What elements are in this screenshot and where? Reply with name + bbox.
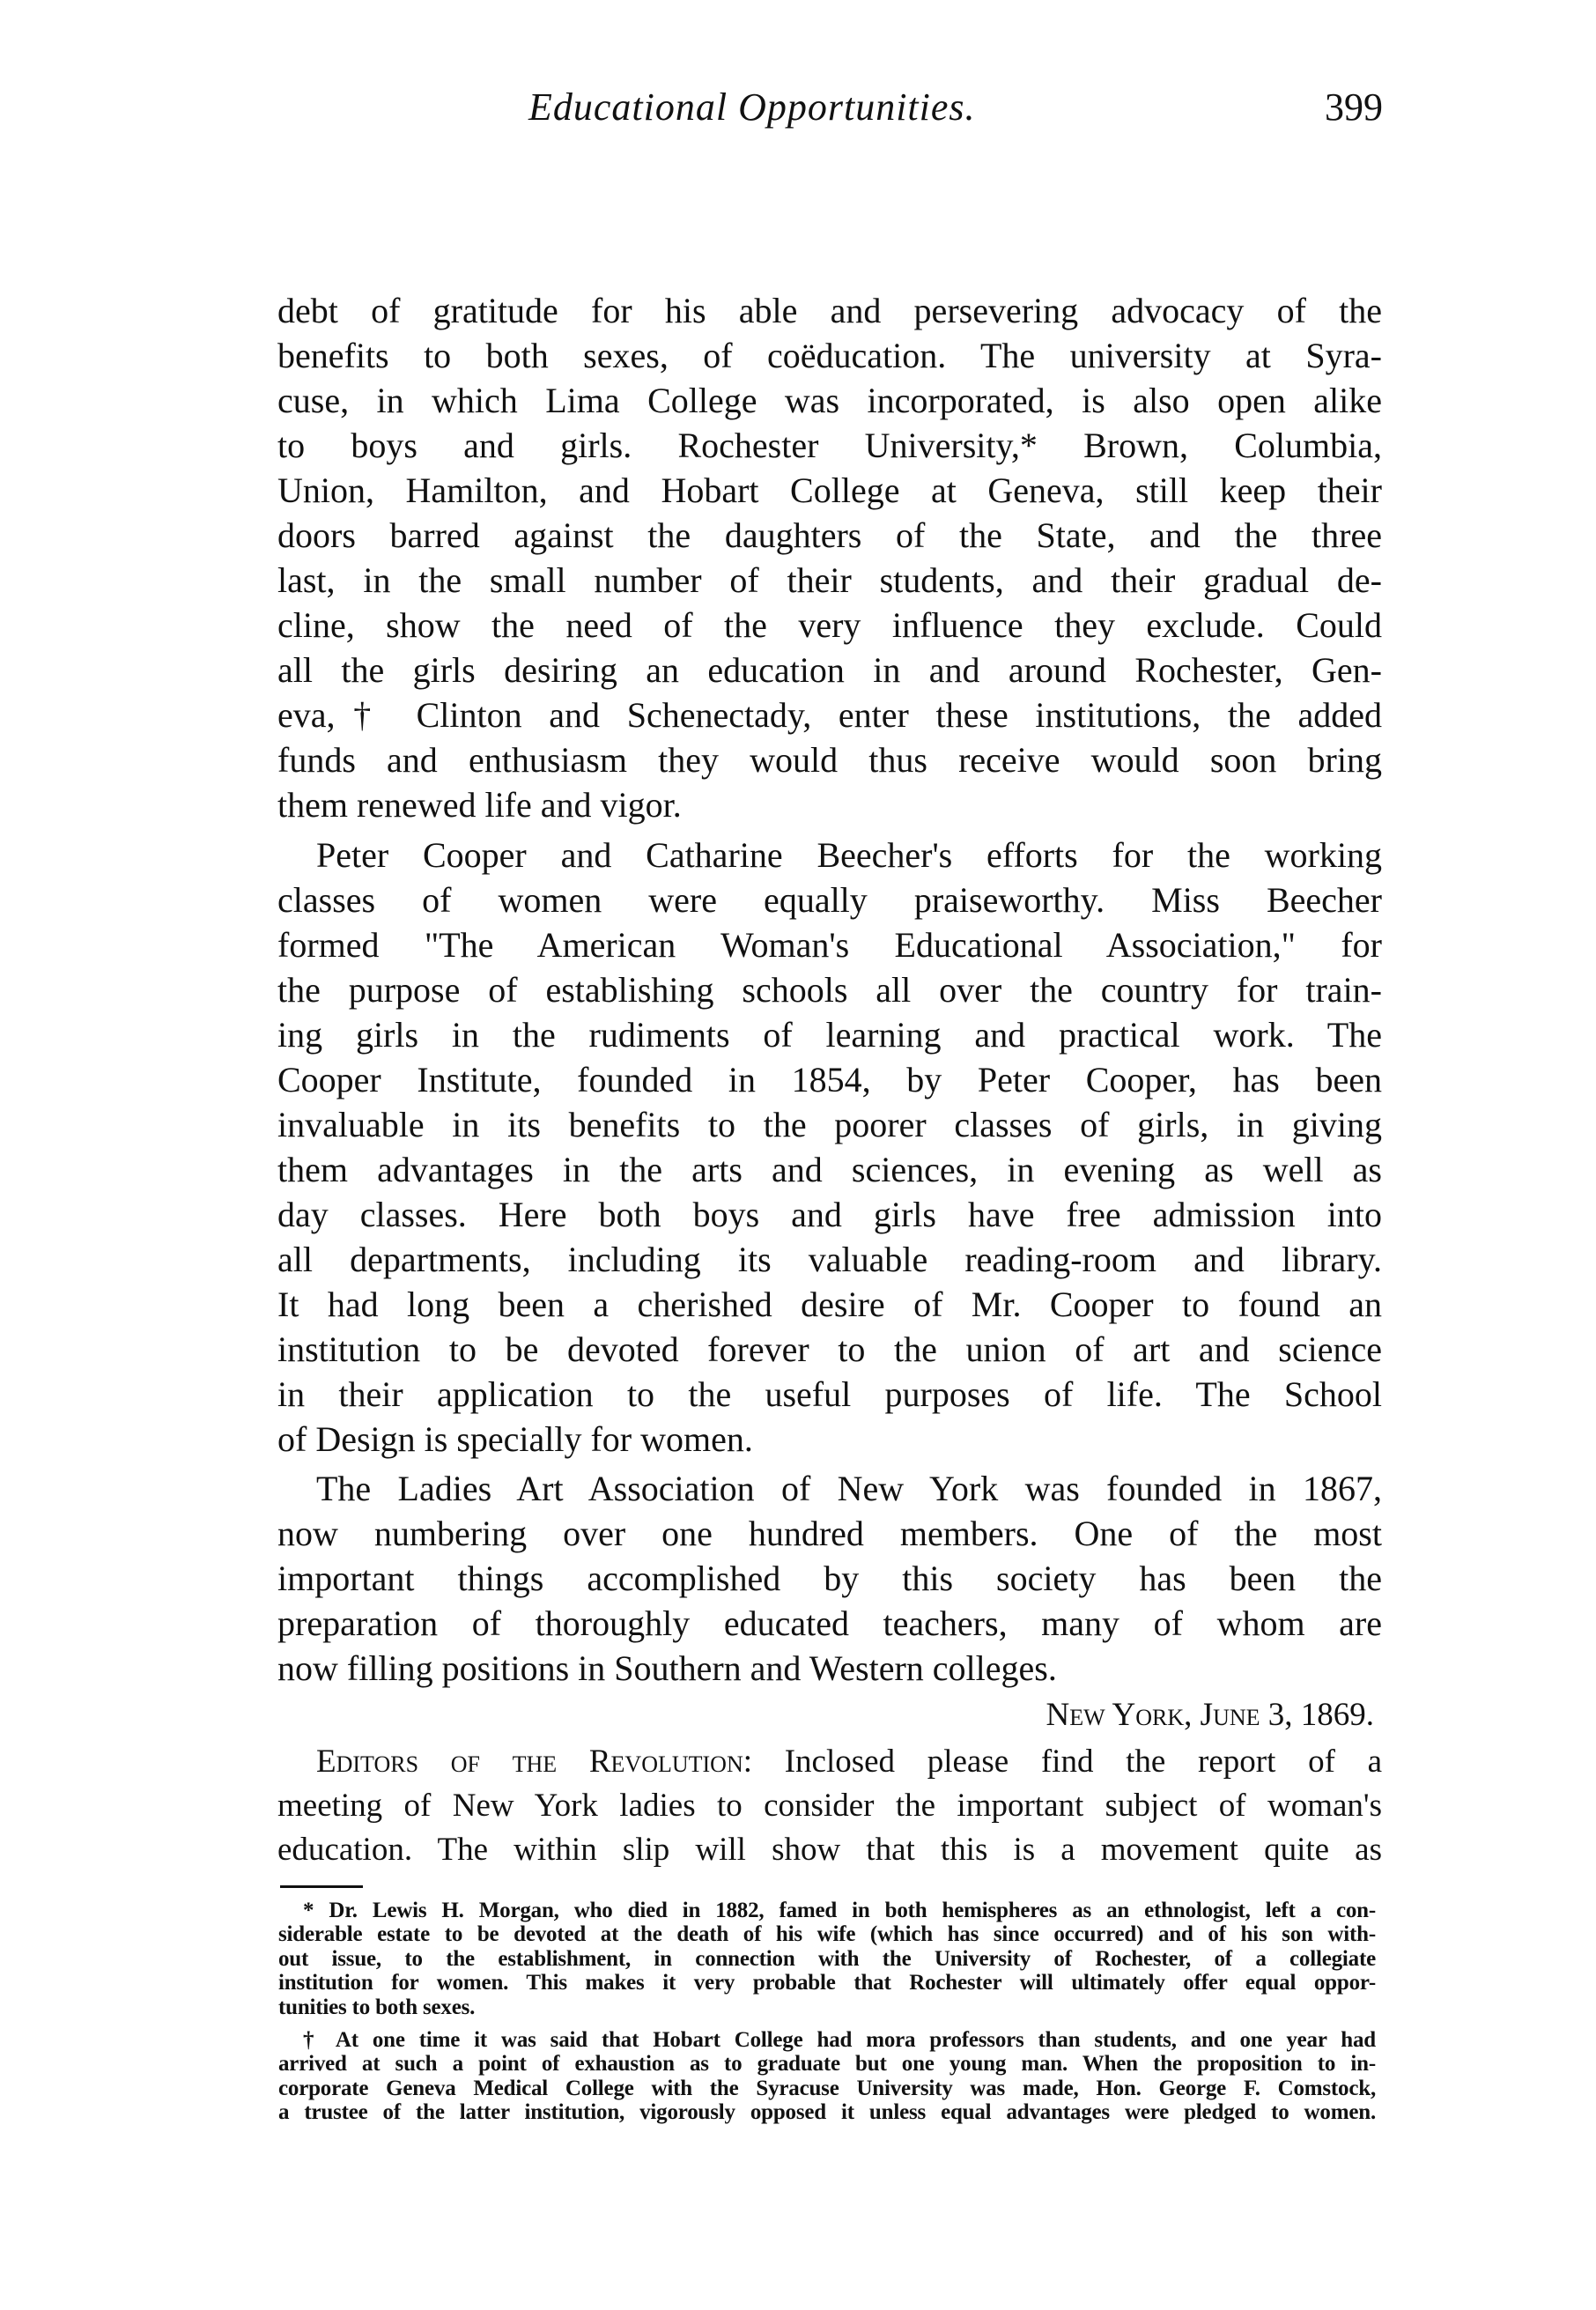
letter-dateline: New York, June 3, 1869. [1046,1697,1374,1733]
letter-salutation: Editors of the Revolution [316,1744,743,1780]
footnote-1 [278,1899,1376,2019]
text-span: : Inclosed please find the report of a [743,1744,1382,1780]
text-line: in their application to the useful purposes of life. The School [277,1374,1382,1414]
text-line: day classes. Here both boys and girls have free admission into [277,1195,1382,1234]
footnote-line: arrived at such a point of exhaustion as to graduate but one young man. When the proposition to in- [278,2052,1376,2077]
text-line: eva,† Clinton and Schenectady, enter these institutions, the added [277,695,1382,735]
footnote-line: corporate Geneva Medical College with the Syracuse University was made, Hon. George F. Comstock, [278,2076,1376,2100]
text-line: invaluable in its benefits to the poorer classes of girls, in giving [277,1105,1382,1144]
text-line: debt of gratitude for his able and persevering advocacy of the [277,291,1382,330]
text-line: Cooper Institute, founded in 1854, by Peter Cooper, has been [277,1060,1382,1099]
text-line: of Design is specially for women. [277,1419,753,1459]
footnote-rule [280,1885,363,1888]
footnote-line: institution for women. This makes it very probable that Rochester will ultimately offer equal oppor- [278,1971,1376,1995]
page-number: 399 [1325,85,1383,129]
footnote-line: * Dr. Lewis H. Morgan, who died in 1882, famed in both hemispheres as an ethnologist, left a con- [303,1899,1376,1922]
text-line: funds and enthusiasm they would thus receive would soon bring [277,740,1382,780]
text-line: preparation of thoroughly educated teachers, many of whom are [277,1603,1382,1643]
footnote-line: tunities to both sexes. [278,1995,476,2019]
text-line: The Ladies Art Association of New York was founded in 1867, [316,1469,1382,1508]
footnote-line: a trustee of the latter institution, vigorously opposed it unless equal advantages were pledged to women. [278,2100,1376,2125]
text-line: doors barred against the daughters of the State, and the three [277,515,1382,555]
text-line: all the girls desiring an education in and around Rochester, Gen- [277,650,1382,690]
footnote-line: † At one time it was said that Hobart College had mora professors than students, and one year had [303,2028,1376,2052]
text-line: It had long been a cherished desire of Mr. Cooper to found an [277,1285,1382,1324]
paragraph-1 [277,288,1382,827]
text-line: now numbering over one hundred members. One of the most [277,1514,1382,1553]
text-line: Peter Cooper and Catharine Beecher's efforts for the working [316,835,1382,875]
paragraph-3 [277,1466,1382,1691]
letter-paragraph [277,1740,1382,1872]
text-line: ing girls in the rudiments of learning and practical work. The [277,1015,1382,1055]
text-line: them advantages in the arts and sciences, in evening as well as [277,1150,1382,1189]
text-line: classes of women were equally praiseworthy. Miss Beecher [277,880,1382,920]
text-line: institution to be devoted forever to the union of art and science [277,1329,1382,1369]
text-line: cline, show the need of the very influence they exclude. Could [277,605,1382,645]
text-line: meeting of New York ladies to consider the important subject of woman's [277,1788,1382,1824]
text-line: cuse, in which Lima College was incorporated, is also open alike [277,381,1382,420]
text-line: education. The within slip will show that this is a movement quite as [277,1832,1382,1868]
footnote-2 [278,2028,1376,2125]
footnote-line: out issue, to the establishment, in connection with the University of Rochester, of a collegiate [278,1946,1376,1971]
text-line: them renewed life and vigor. [277,785,682,825]
paragraph-2 [277,833,1382,1462]
text-line: last, in the small number of their students, and their gradual de- [277,560,1382,600]
text-line: important things accomplished by this society has been the [277,1559,1382,1598]
running-head: Educational Opportunities. [528,85,976,129]
text-line: Union, Hamilton, and Hobart College at Geneva, still keep their [277,470,1382,510]
text-line: benefits to both sexes, of coëducation. The university at Syra- [277,336,1382,375]
text-line: formed "The American Woman's Educational Association," for [277,925,1382,965]
text-line: the purpose of establishing schools all over the country for train- [277,970,1382,1010]
text-line: all departments, including its valuable reading-room and library. [277,1240,1382,1279]
text-line: now filling positions in Southern and Western colleges. [277,1648,1057,1688]
footnote-line: siderable estate to be devoted at the death of his wife (which has since occurred) and of his son with- [278,1922,1376,1947]
text-line: to boys and girls. Rochester University,* Brown, Columbia, [277,426,1382,465]
text-line [277,1740,1382,1784]
